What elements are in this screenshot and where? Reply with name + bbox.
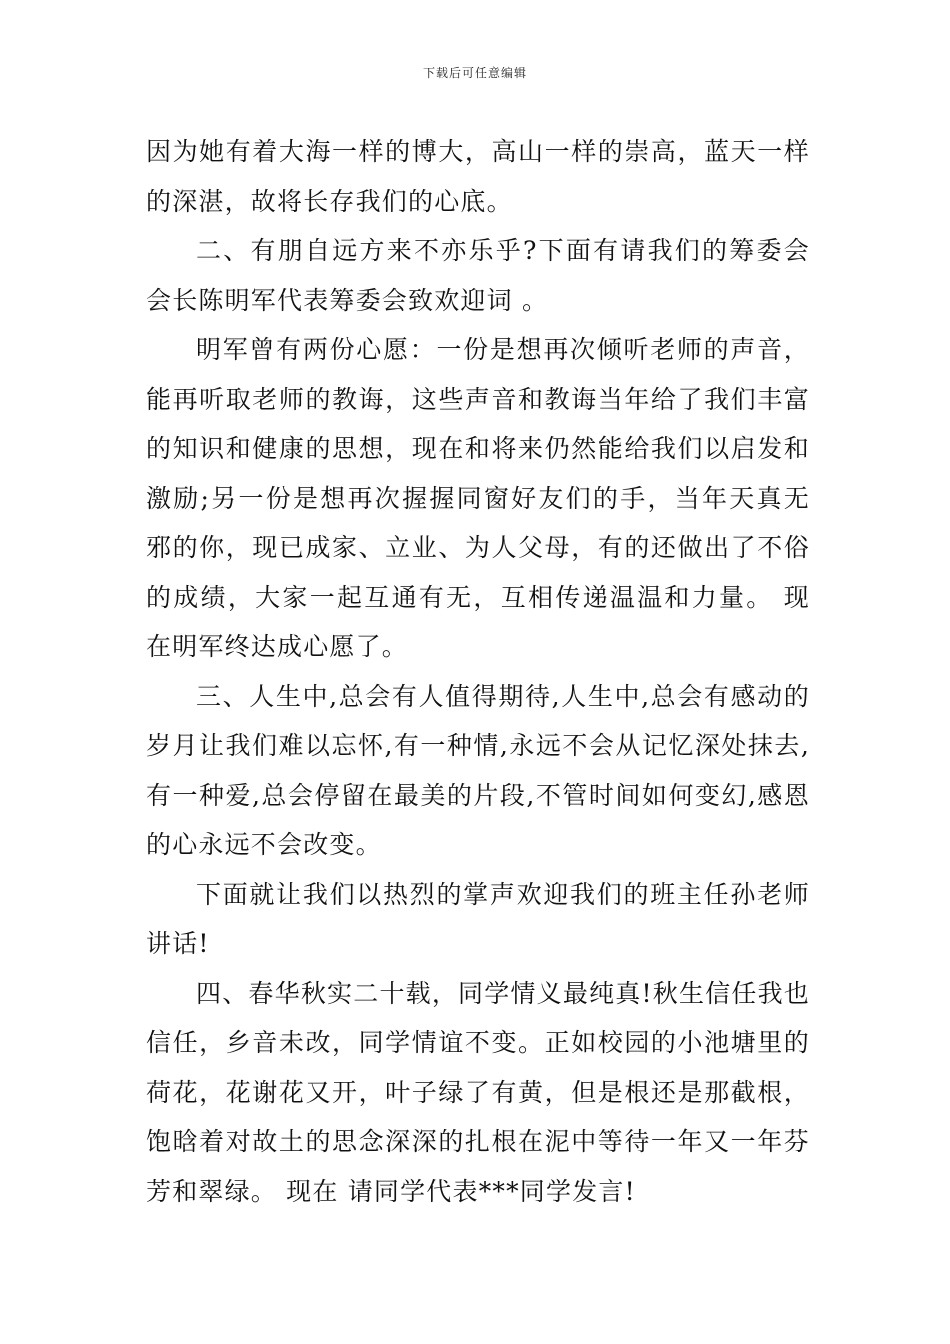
paragraph-3: 明军曾有两份心愿：一份是想再次倾听老师的声音，能再听取老师的教诲，这些声音和教诲当年给了我们丰富的知识和健康的思想，现在和将来仍然能给我们以启发和激励;另一份是想再次握握同窗好友们的手，当年天真无邪的你，现已成家、立业、为人父母，有的还做出了不俗的成绩，大家一起互通有无，互相传递温温和力量。 现在明军终达成心愿了。 xyxy=(146,335,810,661)
page-header: 下载后可任意编辑 xyxy=(422,66,527,80)
document-body xyxy=(146,127,810,1216)
paragraph-4: 三、人生中,总会有人值得期待,人生中,总会有感动的岁月让我们难以忘怀,有一种情,永远不会从记忆深处抹去,有一种爱,总会停留在最美的片段,不管时间如何变幻,感恩的心永远不会改变。 xyxy=(146,681,810,859)
paragraph-2: 二、有朋自远方来不亦乐乎?下面有请我们的筹委会会长陈明军代表筹委会致欢迎词 。 xyxy=(146,236,810,315)
paragraph-5: 下面就让我们以热烈的掌声欢迎我们的班主任孙老师讲话! xyxy=(146,879,810,958)
paragraph-6: 四、春华秋实二十载，同学情义最纯真!秋生信任我也信任，乡音未改，同学情谊不变。正如校园的小池塘里的荷花，花谢花又开，叶子绿了有黄，但是根还是那截根，饱晗着对故土的思念深深的扎根在泥中等待一年又一年芬芳和翠绿。 现在 请同学代表***同学发言! xyxy=(146,978,810,1206)
paragraph-1: 因为她有着大海一样的博大，高山一样的崇高，蓝天一样的深湛，故将长存我们的心底。 xyxy=(146,137,810,216)
